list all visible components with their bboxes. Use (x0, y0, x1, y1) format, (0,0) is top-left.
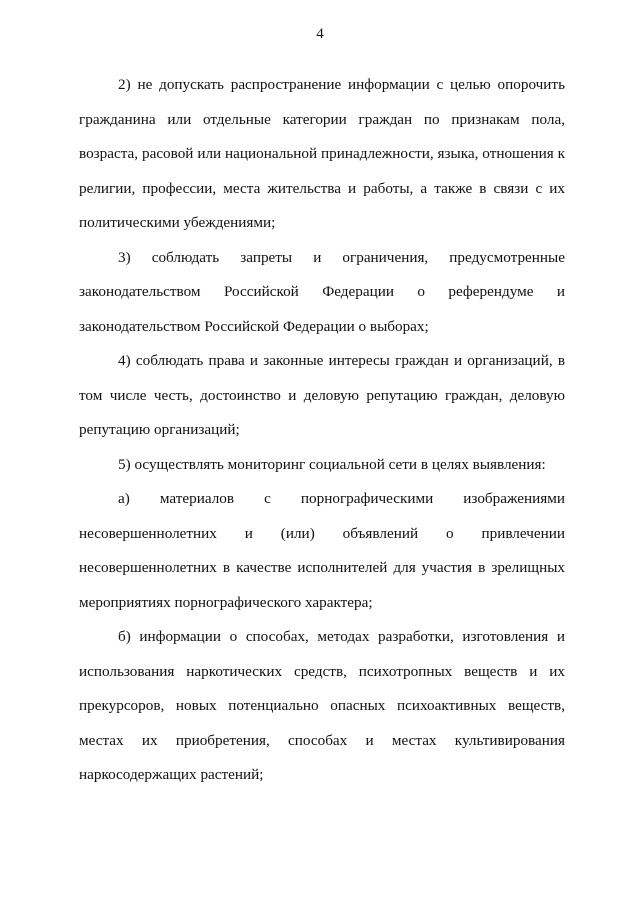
paragraph-subitem-b: б) информации о способах, методах разработки, изготовления и использования наркотических средств, психотропных веществ и их прекурсоров, новых потенциально опасных психоактивных веществ, местах их приобретения, способах и местах культивирования наркосодержащих растений; (79, 628, 565, 783)
document-body (79, 68, 565, 793)
paragraph-item-3: 3) соблюдать запреты и ограничения, предусмотренные законодательством Российской Федерации о референдуме и законодательством Российской Федерации о выборах; (79, 248, 565, 335)
page-number: 4 (316, 26, 324, 42)
paragraph-item-5: 5) осуществлять мониторинг социальной сети в целях выявления: (118, 455, 546, 473)
paragraph-item-4: 4) соблюдать права и законные интересы граждан и организаций, в том числе честь, достоинство и деловую репутацию граждан, деловую репутацию организаций; (79, 352, 565, 438)
paragraph-subitem-a: а) материалов с порнографическими изображениями несовершеннолетних и (или) объявлений о привлечении несовершеннолетних в качестве исполнителей для участия в зрелищных мероприятиях порнографического характера; (79, 490, 565, 611)
paragraph-item-2: 2) не допускать распространение информации с целью опорочить гражданина или отдельные категории граждан по признакам пола, возраста, расовой или национальной принадлежности, языка, отношения к религии, профессии, места жительства и работы, а также в связи с их политическими убеждениями; (79, 76, 565, 231)
